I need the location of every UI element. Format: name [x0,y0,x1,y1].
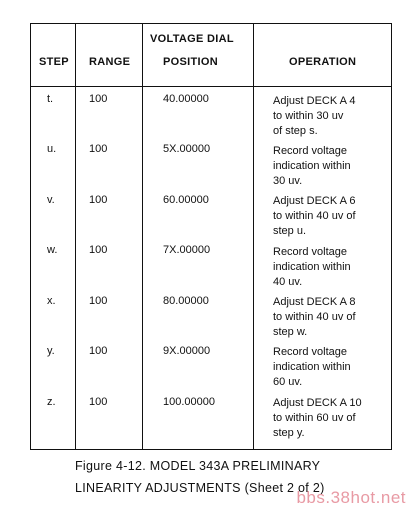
row-position: 60.00000 [163,194,209,206]
row-operation: Adjust DECK A 4 to within 30 uv of step s. [273,95,356,137]
row-step: t. [47,93,54,105]
row-position: 9X.00000 [163,345,211,357]
row-range: 100 [89,345,108,357]
row-step: z. [47,396,56,408]
row-position: 5X.00000 [163,143,211,155]
figure-caption-line2: LINEARITY ADJUSTMENTS (Sheet 2 of 2) [75,481,325,495]
figure-caption-line1: Figure 4-12. MODEL 343A PRELIMINARY [75,459,321,473]
row-position: 40.00000 [163,93,209,105]
header-divider [31,86,391,87]
adjustment-table [30,23,392,450]
row-operation: Adjust DECK A 10 to within 60 uv of step y. [273,397,362,439]
column-divider [253,24,254,449]
row-operation: Record voltage indication within 40 uv. [273,246,351,288]
row-range: 100 [89,143,108,155]
header-position: POSITION [163,56,218,68]
row-operation: Record voltage indication within 60 uv. [273,346,351,388]
watermark: bbs.38hot.net [296,488,406,507]
row-step: w. [47,244,58,256]
row-position: 7X.00000 [163,244,211,256]
row-step: u. [47,143,57,155]
row-step: v. [47,194,55,206]
row-range: 100 [89,295,108,307]
column-divider [142,24,143,449]
row-operation: Adjust DECK A 8 to within 40 uv of step w. [273,296,356,338]
row-step: x. [47,295,56,307]
header-operation: OPERATION [289,56,357,68]
row-range: 100 [89,194,108,206]
row-position: 100.00000 [163,396,215,408]
header-voltage-dial: VOLTAGE DIAL [150,33,234,45]
row-step: y. [47,345,55,357]
row-operation: Record voltage indication within 30 uv. [273,145,351,187]
header-range: RANGE [89,56,131,68]
row-range: 100 [89,93,108,105]
row-range: 100 [89,396,108,408]
row-operation: Adjust DECK A 6 to within 40 uv of step u. [273,195,356,237]
header-step: STEP [39,56,69,68]
row-range: 100 [89,244,108,256]
column-divider [75,24,76,449]
row-position: 80.00000 [163,295,209,307]
